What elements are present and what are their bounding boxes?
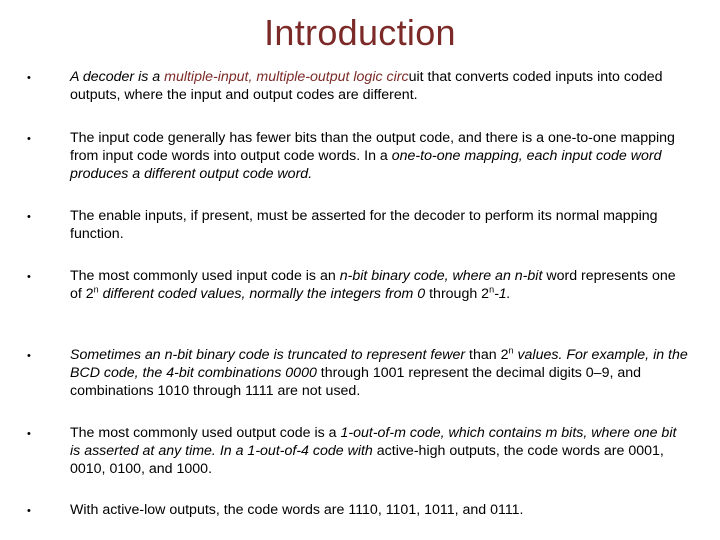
- text-segment: one-to-one mapping, each input code word produces a different output code word.: [70, 148, 662, 182]
- text-segment: uit that converts coded inputs into coded outputs, where the input and output codes are different.: [70, 69, 663, 103]
- text-segment: word represents one of 2: [70, 268, 676, 302]
- bullet-dot: •: [27, 350, 31, 362]
- slide-title: Introduction: [264, 12, 456, 53]
- text-segment: active-high outputs, the code words are 0001, 0010, 0100, and 1000.: [70, 443, 664, 477]
- bullet-dot: •: [27, 72, 31, 84]
- bullet-text: [70, 346, 688, 400]
- text-segment: The enable inputs, if present, must be asserted for the decoder to perform its normal mapping function.: [70, 208, 658, 242]
- text-segment: The most commonly used input code is an: [70, 268, 340, 284]
- bullet-text: [70, 129, 688, 183]
- superscript-text: n: [489, 284, 495, 295]
- text-segment: through 1001 represent the decimal digits 0–9, and combinations 1010 through 1111 are not used.: [70, 365, 642, 399]
- text-segment: A decoder is a: [70, 69, 165, 85]
- text-segment: n-bit binary code, where an n-bit: [339, 268, 547, 284]
- text-segment: 1-out-of-m code, which contains m bits, where one bit is asserted at any time. In a 1-out-of-4 code with: [70, 425, 677, 459]
- text-segment: different coded values, normally the integers from 0: [98, 286, 430, 302]
- text-segment: With active-low outputs, the code words are 1110, 1101, 1011, and 0111.: [70, 502, 524, 518]
- text-segment: through 2: [429, 286, 490, 302]
- text-segment: The input code generally has fewer bits than the output code, and there is a one-to-one mapping from input code words into output code words. In a: [70, 130, 675, 164]
- text-segment: values. For example, in the BCD code, the 4-bit combinations 0000: [70, 347, 688, 381]
- bullet-dot: •: [27, 505, 31, 517]
- text-segment: -1.: [494, 286, 511, 302]
- bullet-dot: •: [27, 428, 31, 440]
- bullet-text: [70, 207, 688, 243]
- bullet-text: [70, 267, 688, 303]
- superscript-text: n: [93, 284, 99, 295]
- bullet-text: [70, 68, 688, 104]
- bullet-dot: •: [27, 271, 31, 283]
- bullet-text: [70, 501, 688, 519]
- bullet-dot: •: [27, 211, 31, 223]
- bullet-dot: •: [27, 133, 31, 145]
- text-segment: The most commonly used output code is a: [70, 425, 341, 441]
- text-segment: multiple-input, multiple-output logic circ: [164, 69, 409, 85]
- bullet-text: [70, 424, 688, 478]
- text-segment: than 2: [469, 347, 509, 363]
- text-segment: Sometimes an n-bit binary code is truncated to represent fewer: [70, 347, 470, 363]
- superscript-text: n: [508, 345, 514, 356]
